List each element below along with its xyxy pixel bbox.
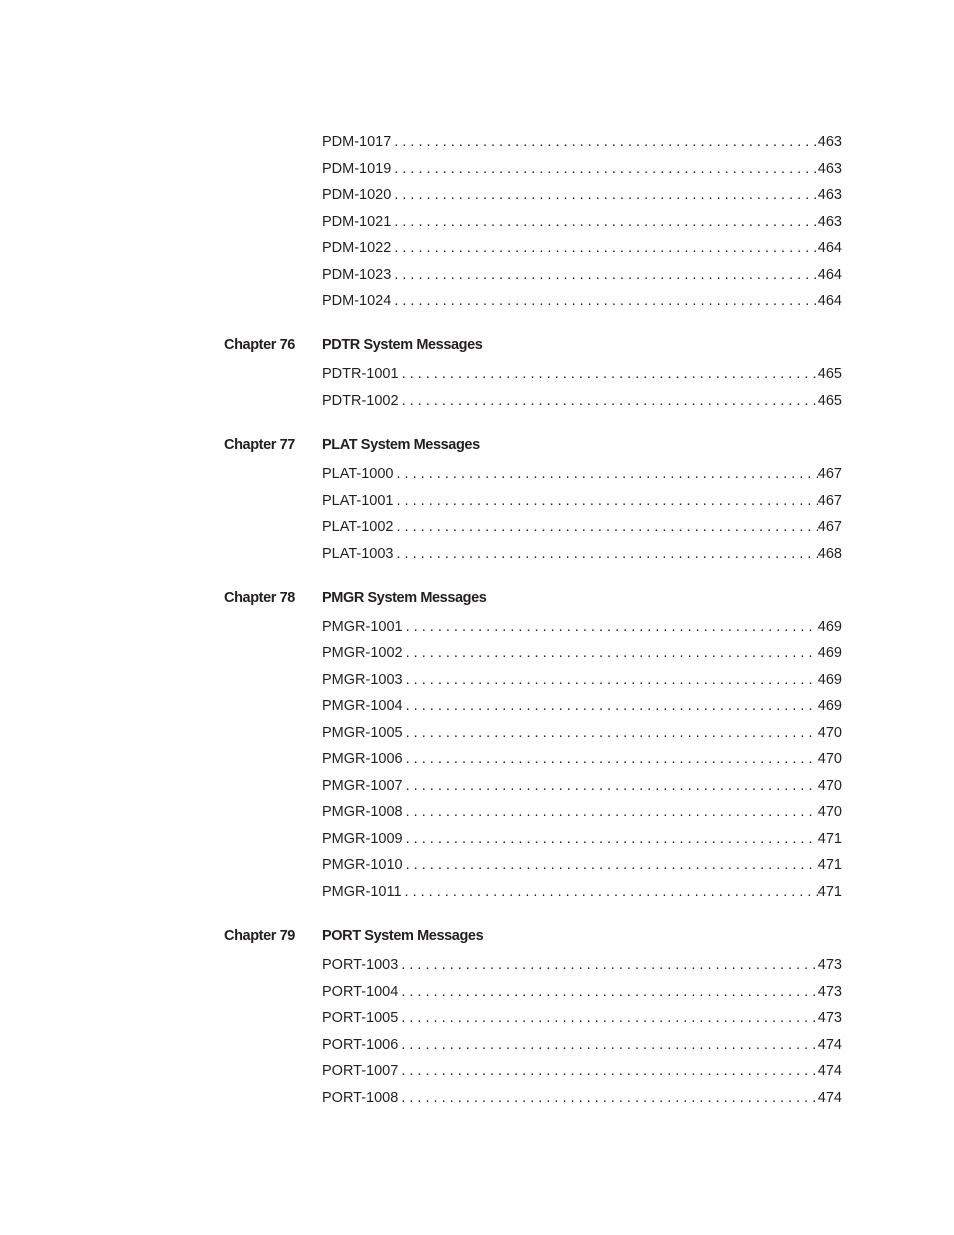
entry-label: PORT-1005 xyxy=(322,1010,399,1026)
entry-page-number: 464 xyxy=(817,240,842,256)
entry-label: PMGR-1008 xyxy=(322,804,403,820)
dot-leader xyxy=(406,672,818,688)
entry-page-number: 463 xyxy=(817,161,842,177)
toc-entry[interactable] xyxy=(322,645,842,665)
toc-entry[interactable] xyxy=(322,1090,842,1110)
dot-leader xyxy=(406,804,818,820)
dot-leader xyxy=(394,187,817,203)
entry-label: PLAT-1003 xyxy=(322,546,394,562)
dot-leader xyxy=(406,645,818,661)
toc-entry[interactable] xyxy=(322,293,842,313)
entry-label: PDM-1020 xyxy=(322,187,392,203)
toc-entry[interactable] xyxy=(322,778,842,798)
entry-label: PMGR-1003 xyxy=(322,672,403,688)
entry-page-number: 470 xyxy=(817,778,842,794)
chapter-title[interactable]: PDTR System Messages xyxy=(322,337,483,353)
entry-label: PORT-1008 xyxy=(322,1090,399,1106)
entry-page-number: 469 xyxy=(817,645,842,661)
entry-page-number: 470 xyxy=(817,725,842,741)
toc-entry[interactable] xyxy=(322,831,842,851)
entry-label: PORT-1006 xyxy=(322,1037,399,1053)
entry-page-number: 473 xyxy=(817,1010,842,1026)
chapter-title[interactable]: PORT System Messages xyxy=(322,928,484,944)
entry-label: PMGR-1001 xyxy=(322,619,403,635)
entry-label: PLAT-1002 xyxy=(322,519,394,535)
entry-page-number: 474 xyxy=(817,1037,842,1053)
entry-page-number: 463 xyxy=(817,134,842,150)
toc-entry[interactable] xyxy=(322,984,842,1004)
entry-page-number: 473 xyxy=(817,957,842,973)
entry-page-number: 474 xyxy=(817,1063,842,1079)
dot-leader xyxy=(394,161,817,177)
entry-label: PMGR-1005 xyxy=(322,725,403,741)
entry-page-number: 469 xyxy=(817,619,842,635)
entry-page-number: 465 xyxy=(817,366,842,382)
toc-entry[interactable] xyxy=(322,672,842,692)
toc-entry[interactable] xyxy=(322,366,842,386)
dot-leader xyxy=(406,619,818,635)
chapter-title[interactable]: PLAT System Messages xyxy=(322,437,480,453)
toc-entry[interactable] xyxy=(322,161,842,181)
chapter-number: Chapter 79 xyxy=(224,928,295,944)
entry-label: PMGR-1007 xyxy=(322,778,403,794)
entry-page-number: 464 xyxy=(817,293,842,309)
dot-leader xyxy=(394,134,817,150)
entry-page-number: 474 xyxy=(817,1090,842,1106)
dot-leader xyxy=(402,366,818,382)
dot-leader xyxy=(401,984,817,1000)
dot-leader xyxy=(396,519,817,535)
entry-page-number: 463 xyxy=(817,187,842,203)
entry-label: PDM-1023 xyxy=(322,267,392,283)
entry-label: PDTR-1002 xyxy=(322,393,399,409)
chapter-number: Chapter 76 xyxy=(224,337,295,353)
entry-label: PDM-1017 xyxy=(322,134,392,150)
toc-entry[interactable] xyxy=(322,619,842,639)
entry-label: PMGR-1004 xyxy=(322,698,403,714)
entry-page-number: 464 xyxy=(817,267,842,283)
entry-page-number: 471 xyxy=(817,884,842,900)
chapter-number: Chapter 77 xyxy=(224,437,295,453)
entry-label: PORT-1004 xyxy=(322,984,399,1000)
entry-label: PORT-1003 xyxy=(322,957,399,973)
dot-leader xyxy=(406,725,818,741)
entry-label: PLAT-1001 xyxy=(322,493,394,509)
entry-label: PDM-1022 xyxy=(322,240,392,256)
entry-label: PMGR-1010 xyxy=(322,857,403,873)
dot-leader xyxy=(394,267,817,283)
toc-entry[interactable] xyxy=(322,1063,842,1083)
dot-leader xyxy=(396,466,817,482)
entry-label: PDTR-1001 xyxy=(322,366,399,382)
entry-page-number: 469 xyxy=(817,698,842,714)
entry-label: PMGR-1011 xyxy=(322,884,402,900)
dot-leader xyxy=(406,778,818,794)
dot-leader xyxy=(406,831,818,847)
dot-leader xyxy=(406,698,818,714)
entry-page-number: 467 xyxy=(817,519,842,535)
toc-entry[interactable] xyxy=(322,214,842,234)
toc-entry[interactable] xyxy=(322,804,842,824)
entry-label: PDM-1021 xyxy=(322,214,392,230)
entry-label: PMGR-1002 xyxy=(322,645,403,661)
toc-entry[interactable] xyxy=(322,857,842,877)
entry-page-number: 469 xyxy=(817,672,842,688)
entry-label: PDM-1024 xyxy=(322,293,392,309)
toc-entry[interactable] xyxy=(322,957,842,977)
toc-entry[interactable] xyxy=(322,519,842,539)
toc-entry[interactable] xyxy=(322,1010,842,1030)
toc-entry[interactable] xyxy=(322,466,842,486)
entry-page-number: 463 xyxy=(817,214,842,230)
dot-leader xyxy=(402,393,818,409)
toc-entry[interactable] xyxy=(322,134,842,154)
dot-leader xyxy=(396,493,817,509)
toc-entry[interactable] xyxy=(322,1037,842,1057)
chapter-number: Chapter 78 xyxy=(224,590,295,606)
dot-leader xyxy=(394,293,817,309)
toc-entry[interactable] xyxy=(322,267,842,287)
toc-entry[interactable] xyxy=(322,698,842,718)
entry-page-number: 473 xyxy=(817,984,842,1000)
entry-page-number: 471 xyxy=(817,831,842,847)
entry-label: PDM-1019 xyxy=(322,161,392,177)
toc-entry[interactable] xyxy=(322,884,842,904)
toc-entry[interactable] xyxy=(322,725,842,745)
dot-leader xyxy=(406,751,818,767)
dot-leader xyxy=(405,884,818,900)
dot-leader xyxy=(401,1037,817,1053)
toc-entry[interactable] xyxy=(322,546,842,566)
entry-page-number: 468 xyxy=(817,546,842,562)
dot-leader xyxy=(401,957,817,973)
entry-label: PORT-1007 xyxy=(322,1063,399,1079)
dot-leader xyxy=(401,1063,817,1079)
dot-leader xyxy=(401,1010,817,1026)
toc-entry[interactable] xyxy=(322,751,842,771)
toc-entry[interactable] xyxy=(322,393,842,413)
entry-page-number: 470 xyxy=(817,804,842,820)
entry-page-number: 465 xyxy=(817,393,842,409)
toc-entry[interactable] xyxy=(322,493,842,513)
entry-page-number: 471 xyxy=(817,857,842,873)
toc-entry[interactable] xyxy=(322,240,842,260)
dot-leader xyxy=(401,1090,817,1106)
dot-leader xyxy=(396,546,817,562)
entry-label: PMGR-1009 xyxy=(322,831,403,847)
toc-entry[interactable] xyxy=(322,187,842,207)
dot-leader xyxy=(394,240,817,256)
chapter-title[interactable]: PMGR System Messages xyxy=(322,590,487,606)
dot-leader xyxy=(406,857,818,873)
entry-page-number: 470 xyxy=(817,751,842,767)
entry-label: PLAT-1000 xyxy=(322,466,394,482)
entry-label: PMGR-1006 xyxy=(322,751,403,767)
dot-leader xyxy=(394,214,817,230)
entry-page-number: 467 xyxy=(817,466,842,482)
entry-page-number: 467 xyxy=(817,493,842,509)
